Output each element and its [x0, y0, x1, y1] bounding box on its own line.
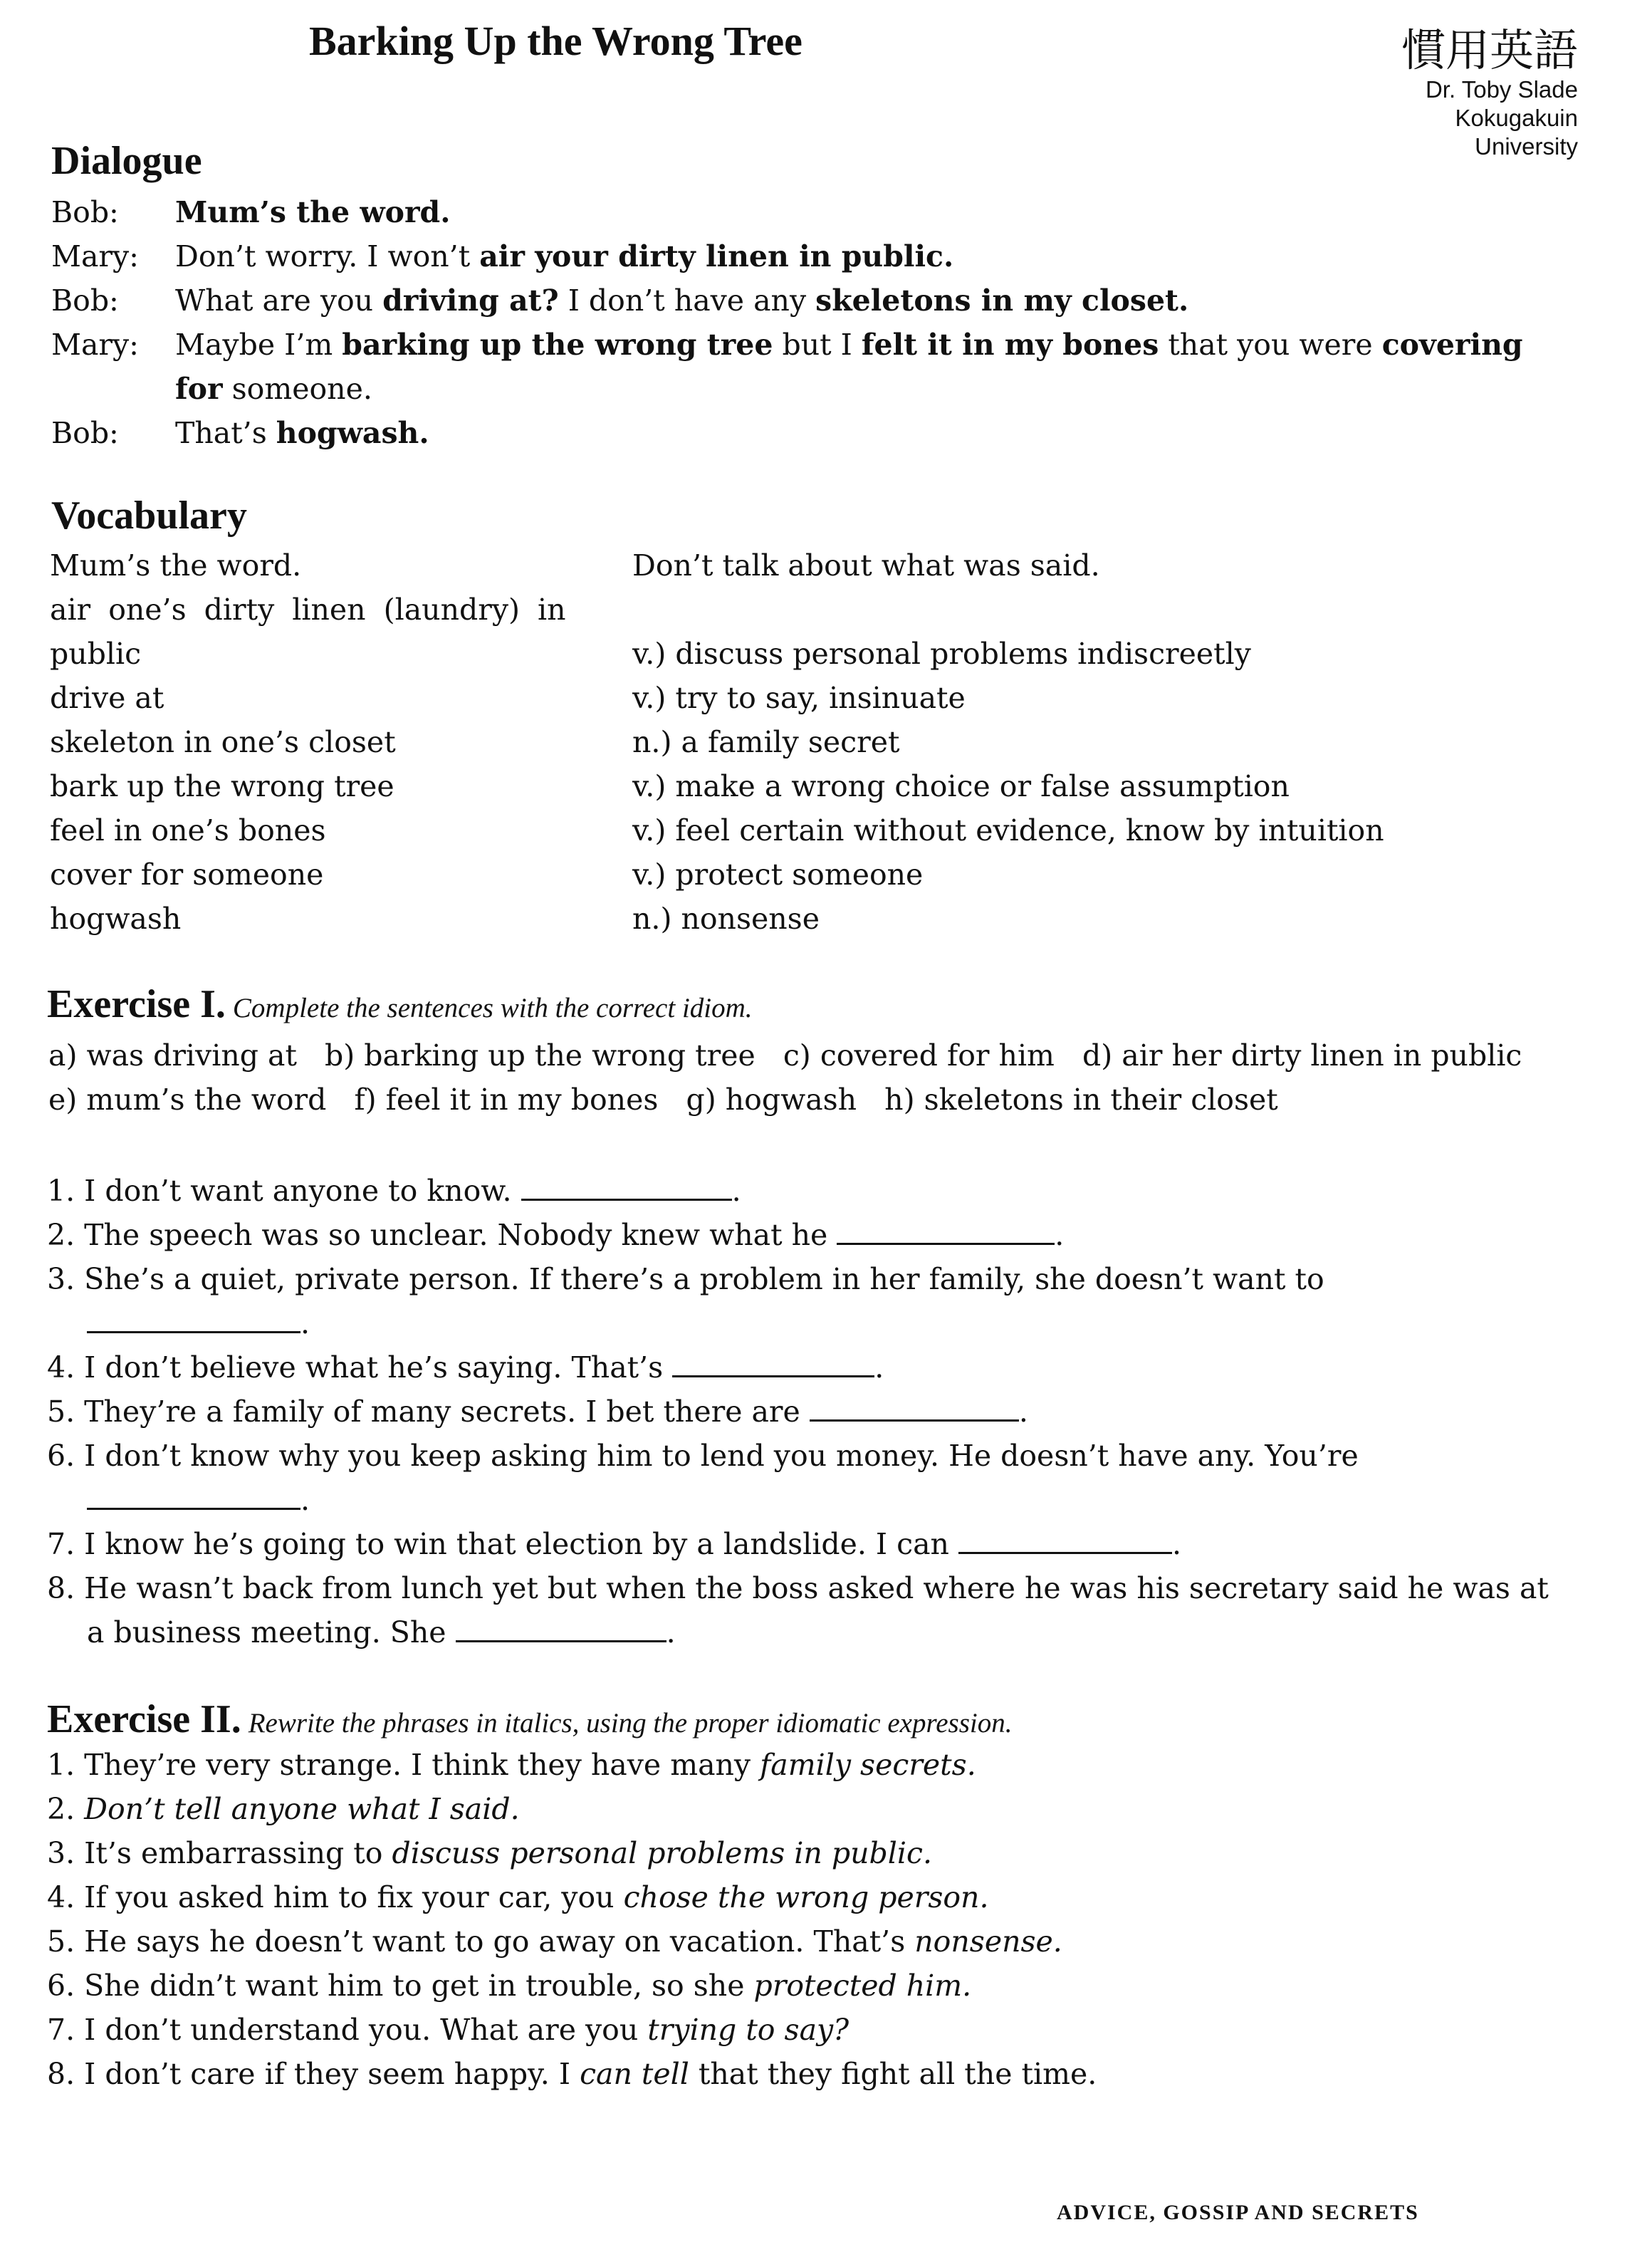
exercise2-item: 7. I don’t understand you. What are you trying to say?	[47, 2013, 849, 2047]
vocab-definition: v.) discuss personal problems indiscreetly	[632, 637, 1251, 671]
vocab-definition: v.) protect someone	[632, 858, 924, 892]
exercise2-item: 4. If you asked him to fix your car, you chose the wrong person.	[47, 1880, 989, 1914]
vocab-term: bark up the wrong tree	[50, 769, 394, 803]
exercise1-item-continued: .	[87, 1483, 310, 1517]
exercise1-item: 4. I don’t believe what he’s saying. That’s .	[47, 1350, 884, 1385]
answer-blank[interactable]	[87, 1486, 300, 1510]
exercise1-item: 6. I don’t know why you keep asking him to lend you money. He doesn’t have any. You’re	[47, 1439, 1359, 1473]
dialogue-heading: Dialogue	[51, 139, 202, 183]
exercise2-item: 1. They’re very strange. I think they have many family secrets.	[47, 1748, 976, 1782]
exercise1-instruction: Complete the sentences with the correct idiom.	[232, 993, 753, 1023]
answer-blank[interactable]	[456, 1619, 666, 1642]
institution-line1: Kokugakuin	[1455, 105, 1578, 131]
speaker: Bob:	[51, 283, 119, 318]
vocab-definition: v.) make a wrong choice or false assumption	[632, 769, 1290, 803]
vocab-term: feel in one’s bones	[50, 813, 326, 848]
vocab-term: skeleton in one’s closet	[50, 725, 396, 759]
dialogue-line: What are you driving at? I don’t have any skeletons in my closet.	[175, 283, 1189, 318]
exercise1-item-continued: a business meeting. She .	[87, 1615, 676, 1649]
dialogue-line: Mum’s the word.	[175, 195, 451, 229]
exercise2-label: Exercise II.	[47, 1697, 241, 1741]
vocab-definition: v.) try to say, insinuate	[632, 681, 966, 715]
dialogue-line: Maybe I’m barking up the wrong tree but I felt it in my bones that you were covering	[175, 328, 1523, 362]
vocab-term: Mum’s the word.	[50, 548, 302, 583]
exercise2-item: 2. Don’t tell anyone what I said.	[47, 1792, 520, 1826]
vocab-term: cover for someone	[50, 858, 324, 892]
answer-blank[interactable]	[958, 1531, 1172, 1554]
answer-blank[interactable]	[810, 1398, 1019, 1422]
exercise2-instruction: Rewrite the phrases in italics, using the proper idiomatic expression.	[248, 1708, 1013, 1739]
exercise1-item-continued: .	[87, 1306, 310, 1340]
vocab-definition: n.) nonsense	[632, 902, 820, 936]
vocab-definition: v.) feel certain without evidence, know by intuition	[632, 813, 1384, 848]
vocab-definition: Don’t talk about what was said.	[632, 548, 1100, 583]
answer-blank[interactable]	[521, 1177, 732, 1201]
author-block	[1401, 26, 1578, 161]
exercise1-header	[47, 981, 753, 1027]
speaker: Bob:	[51, 195, 119, 229]
exercise1-options-line2: e) mum’s the word f) feel it in my bones g) hogwash h) skeletons in their closet	[48, 1083, 1278, 1117]
author-name: Dr. Toby Slade	[1425, 76, 1578, 103]
institution-line2: University	[1475, 133, 1578, 160]
exercise2-item: 8. I don’t care if they seem happy. I can tell that they fight all the time.	[47, 2057, 1097, 2091]
vocabulary-heading: Vocabulary	[51, 494, 247, 538]
dialogue-line: Don’t worry. I won’t air your dirty linen in public.	[175, 239, 954, 273]
speaker: Mary:	[51, 239, 139, 273]
exercise1-item: 2. The speech was so unclear. Nobody knew what he .	[47, 1218, 1065, 1252]
exercise2-item: 6. She didn’t want him to get in trouble, so she protected him.	[47, 1969, 972, 2003]
exercise1-label: Exercise I.	[47, 982, 226, 1026]
speaker: Bob:	[51, 416, 119, 450]
answer-blank[interactable]	[837, 1221, 1055, 1245]
exercise1-options-line1: a) was driving at b) barking up the wrong tree c) covered for him d) air her dirty linen in public	[48, 1038, 1522, 1073]
exercise2-item: 5. He says he doesn’t want to go away on vacation. That’s nonsense.	[47, 1924, 1062, 1959]
page-title: Barking Up the Wrong Tree	[309, 18, 803, 64]
vocab-term: drive at	[50, 681, 164, 715]
exercise1-item: 5. They’re a family of many secrets. I bet there are .	[47, 1395, 1028, 1429]
answer-blank[interactable]	[87, 1310, 300, 1333]
exercise1-item: 7. I know he’s going to win that election by a landslide. I can .	[47, 1527, 1182, 1561]
answer-blank[interactable]	[672, 1354, 874, 1377]
speaker: Mary:	[51, 328, 139, 362]
exercise2-header	[47, 1696, 1012, 1742]
exercise1-item: 3. She’s a quiet, private person. If there’s a problem in her family, she doesn’t want to	[47, 1262, 1324, 1296]
course-title-japanese: 慣用英語	[1401, 24, 1578, 76]
exercise1-item: 1. I don’t want anyone to know. .	[47, 1174, 741, 1208]
vocab-term: hogwash	[50, 902, 182, 936]
dialogue-line-continued: for someone.	[175, 372, 372, 406]
vocab-term: air one’s dirty linen (laundry) in	[50, 593, 566, 627]
dialogue-line: That’s hogwash.	[175, 416, 429, 450]
vocab-definition: n.) a family secret	[632, 725, 900, 759]
page-footer: ADVICE, GOSSIP AND SECRETS	[1057, 2201, 1419, 2224]
vocab-term: public	[50, 637, 142, 671]
exercise1-item: 8. He wasn’t back from lunch yet but when the boss asked where he was his secretary said he was at	[47, 1571, 1549, 1605]
exercise2-item: 3. It’s embarrassing to discuss personal problems in public.	[47, 1836, 932, 1870]
